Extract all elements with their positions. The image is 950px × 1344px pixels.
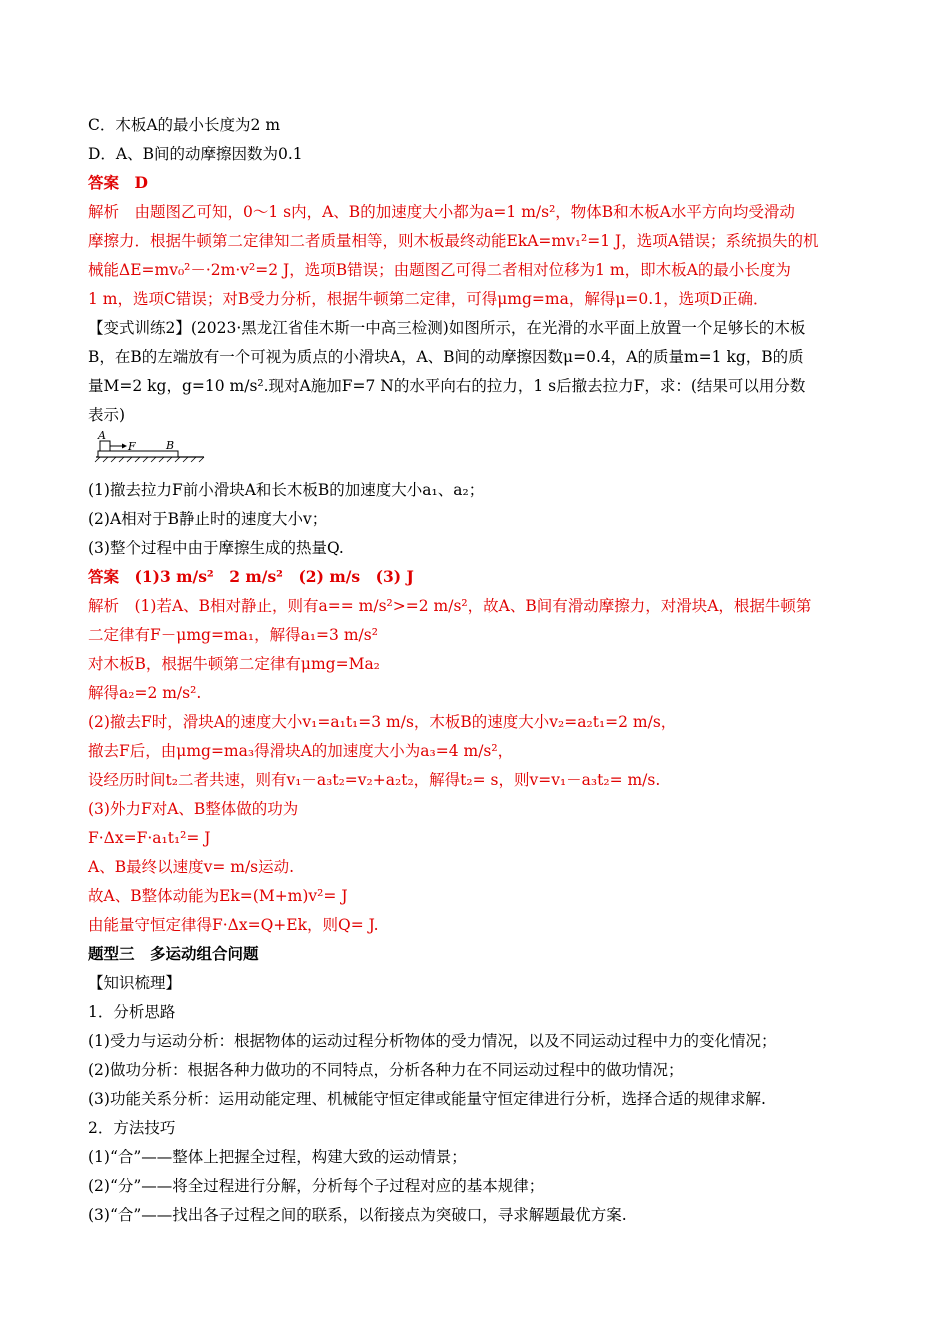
text-line: 题型三 多运动组合问题 (88, 944, 259, 963)
text-line: 械能ΔE=mv₀²－·2m·v²=2 J，选项B错误；由题图乙可得二者相对位移为1 m，即木板A的最小长度为 (88, 261, 791, 279)
text-line: 解析 (1)若A、B相对静止，则有a== m/s²>=2 m/s²，故A、B间有滑动摩擦力，对滑块A，根据牛顿第 (88, 597, 812, 615)
text-line: 【变式训练2】(2023·黑龙江省佳木斯一中高三检测)如图所示，在光滑的水平面上放置一个足够长的木板 (88, 319, 806, 337)
text-line: 设经历时间t₂二者共速，则有v₁－a₃t₂=v₂+a₂t₂，解得t₂= s，则v=v₁－a₃t₂= m/s. (88, 771, 661, 789)
text-line: A、B最终以速度v= m/s运动. (88, 858, 295, 876)
label-a: A (98, 429, 106, 442)
text-line: D．A、B间的动摩擦因数为0.1 (88, 145, 303, 163)
text-line: 【知识梳理】 (88, 974, 182, 992)
text-line: (3)功能关系分析：运用动能定理、机械能守恒定律或能量守恒定律进行分析，选择合适的规律求解. (88, 1090, 766, 1108)
text-line: (1)受力与运动分析：根据物体的运动过程分析物体的受力情况，以及不同运动过程中力的变化情况； (88, 1032, 777, 1050)
text-line: 二定律有F－μmg=ma₁，解得a₁=3 m/s² (88, 626, 378, 644)
text-line: 答案 D (88, 173, 148, 192)
text-line: C．木板A的最小长度为2 m (88, 116, 281, 134)
text-line: (1)“合”——整体上把握全过程，构建大致的运动情景； (88, 1148, 467, 1166)
text-line: 解得a₂=2 m/s². (88, 684, 202, 702)
text-line: (1)撤去拉力F前小滑块A和长木板B的加速度大小a₁、a₂； (88, 481, 485, 499)
text-line: (3)“合”——找出各子过程之间的联系，以衔接点为突破口，寻求解题最优方案. (88, 1206, 627, 1224)
text-line: (2)A相对于B静止时的速度大小v； (88, 510, 328, 528)
block-board-diagram (94, 427, 206, 463)
text-line: 2．方法技巧 (88, 1119, 176, 1137)
text-line: 对木板B，根据牛顿第二定律有μmg=Ma₂ (88, 655, 380, 673)
text-line: 1 m，选项C错误；对B受力分析，根据牛顿第二定律，可得μmg=ma，解得μ=0.1，选项D正确． (88, 290, 769, 308)
text-line: (3)整个过程中由于摩擦生成的热量Q. (88, 539, 344, 557)
label-b: B (166, 439, 175, 452)
text-line: 答案 (1)3 m/s² 2 m/s² (2) m/s (3) J (88, 567, 414, 586)
text-line: (2)“分”——将全过程进行分解，分析每个子过程对应的基本规律； (88, 1177, 545, 1195)
text-line: 撤去F后，由μmg=ma₃得滑块A的加速度大小为a₃=4 m/s²， (88, 742, 514, 760)
text-line: 故A、B整体动能为Ek=(M+m)v²= J (88, 887, 348, 905)
text-line: 由能量守恒定律得F·Δx=Q+Ek，则Q= J. (88, 916, 379, 934)
text-line: 表示) (88, 406, 126, 424)
label-f: F (128, 440, 136, 453)
text-line: 1．分析思路 (88, 1003, 176, 1021)
text-line: B，在B的左端放有一个可视为质点的小滑块A，A、B间的动摩擦因数μ=0.4，A的质量m=1 kg，B的质 (88, 348, 804, 366)
text-line: (2)撤去F时，滑块A的速度大小v₁=a₁t₁=3 m/s，木板B的速度大小v₂=a₂t₁=2 m/s， (88, 713, 677, 731)
text-line: 摩擦力．根据牛顿第二定律知二者质量相等，则木板最终动能EkA=mv₁²=1 J，选项A错误；系统损失的机 (88, 232, 819, 250)
text-line: 量M=2 kg，g=10 m/s².现对A施加F=7 N的水平向右的拉力，1 s后撤去拉力F，求：(结果可以用分数 (88, 377, 806, 395)
text-line: F·Δx=F·a₁t₁²= J (88, 829, 211, 847)
text-line: (3)外力F对A、B整体做的功为 (88, 800, 299, 818)
text-line: 解析 由题图乙可知，0～1 s内，A、B的加速度大小都为a=1 m/s²，物体B和木板A水平方向均受滑动 (88, 203, 795, 221)
text-line: (2)做功分析：根据各种力做功的不同特点，分析各种力在不同运动过程中的做功情况； (88, 1061, 684, 1079)
block-a (100, 441, 110, 451)
